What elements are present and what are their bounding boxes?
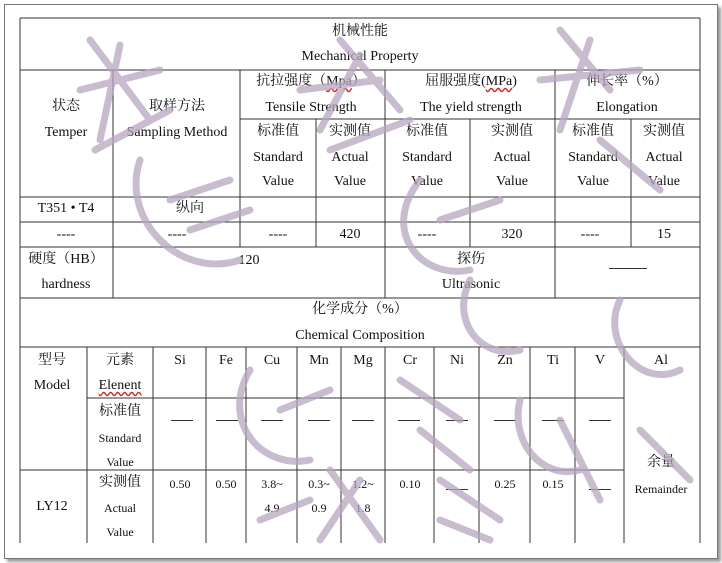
sampling-header-cn: 取样方法 — [149, 99, 205, 114]
element-header-en: Elenent — [98, 378, 142, 393]
model-value: LY12 — [36, 499, 68, 514]
elongation-header-en: Elongation — [596, 100, 658, 115]
model-header-en: Model — [33, 378, 71, 393]
element-cu: Cu — [263, 353, 281, 368]
element-v: V — [594, 353, 606, 368]
element-header-cn: 元素 — [106, 353, 134, 368]
sampling-value: 纵向 — [176, 201, 204, 216]
si-actual: 0.50 — [169, 477, 191, 491]
v-actual-blank — [589, 489, 611, 490]
yield-header-cn: 屈服强度(MPa) — [425, 74, 517, 89]
temper-header-en: Temper — [44, 125, 88, 140]
title-en: Mechanical Property — [301, 49, 419, 64]
hardness-value: 120 — [238, 253, 260, 268]
element-mn: Mn — [309, 353, 329, 368]
tensile-header-cn: 抗拉强度（Mpa） — [256, 74, 366, 89]
elongation-header-cn: 伸长率（%） — [586, 74, 668, 89]
model-header-cn: 型号 — [38, 353, 66, 368]
sampling-header-en: Sampling Method — [126, 125, 228, 140]
elongation-actual-value: 15 — [657, 227, 671, 242]
ultrasonic-blank — [609, 268, 647, 269]
element-ti: Ti — [547, 353, 559, 368]
tensile-actual-value: 420 — [339, 227, 361, 242]
element-zn: Zn — [497, 353, 513, 368]
al-remainder-en: Remainder — [634, 482, 688, 496]
element-al: Al — [654, 353, 668, 368]
fe-actual: 0.50 — [215, 477, 237, 491]
elongation-standard-dash: ---- — [580, 227, 600, 242]
hardness-label-cn: 硬度（HB） — [28, 252, 104, 267]
zn-actual: 0.25 — [494, 477, 516, 491]
yield-actual-value: 320 — [501, 227, 523, 242]
ti-actual: 0.15 — [542, 477, 564, 491]
title-cn: 机械性能 — [332, 24, 388, 39]
tensile-standard-dash: ---- — [268, 227, 288, 242]
element-si: Si — [174, 353, 186, 368]
element-cr: Cr — [403, 353, 417, 368]
temper-value: T351 • T4 — [37, 201, 95, 216]
ni-actual-blank — [446, 489, 468, 490]
chem-title-en: Chemical Composition — [295, 328, 425, 343]
yield-header-en: The yield strength — [420, 100, 522, 115]
ultrasonic-label-cn: 探伤 — [457, 252, 485, 267]
element-mg: Mg — [353, 353, 373, 368]
temper-header-cn: 状态 — [52, 99, 80, 114]
cr-actual: 0.10 — [399, 477, 421, 491]
yield-standard-dash: ---- — [417, 227, 437, 242]
chem-title-cn: 化学成分（%） — [312, 302, 408, 317]
hardness-label-en: hardness — [41, 277, 91, 292]
ultrasonic-label-en: Ultrasonic — [441, 277, 501, 292]
sampling-dash: ---- — [167, 227, 187, 242]
element-ni: Ni — [450, 353, 464, 368]
tensile-header-en: Tensile Strength — [265, 100, 357, 115]
temper-dash: ---- — [56, 227, 76, 242]
al-remainder-cn: 余量 — [647, 455, 675, 470]
element-fe: Fe — [219, 353, 233, 368]
